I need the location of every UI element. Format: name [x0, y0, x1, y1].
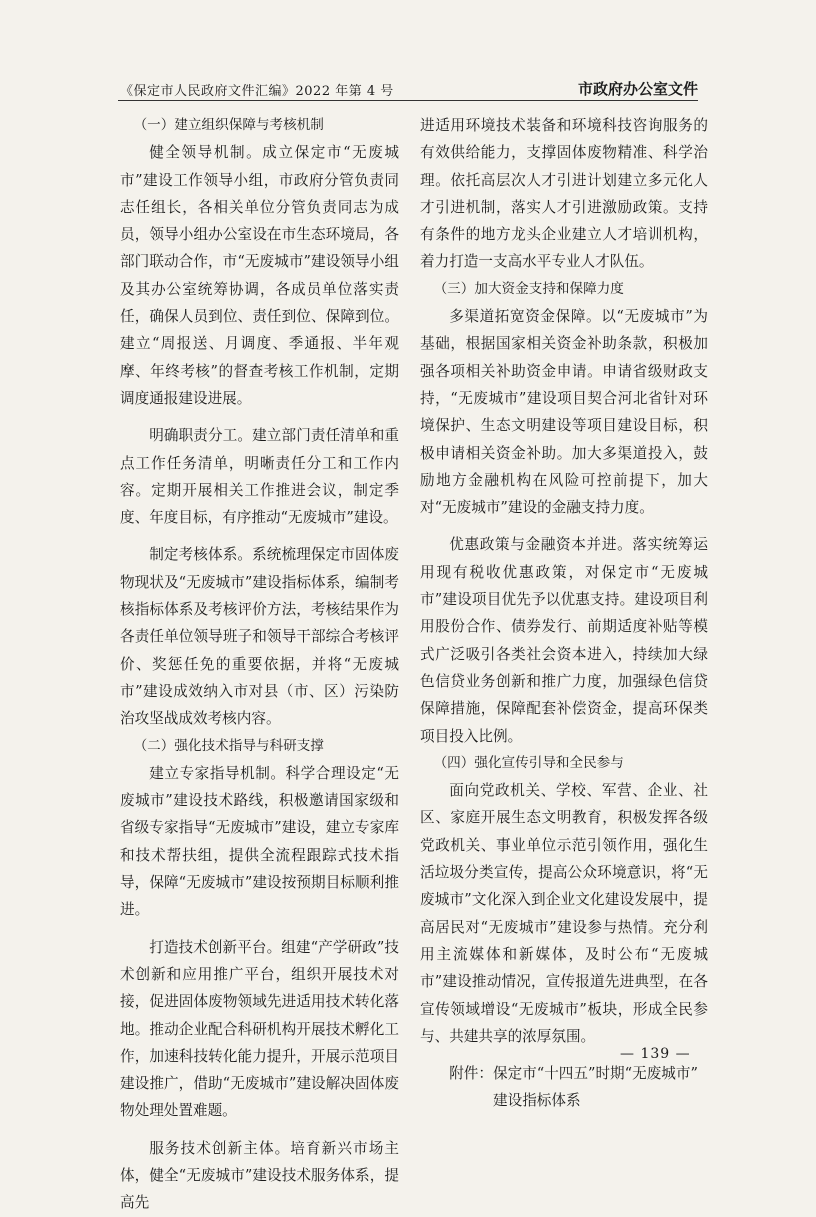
paragraph: 面向党政机关、学校、军营、企业、社区、家庭开展生态文明教育，积极发挥各级党政机关、事业单位示范引领作用，强化生活垃圾分类宣传，提高公众环境意识，将“无废城市”文化深入到企业文化建设发展中，提高居民对“无废城市”建设参与热情。充分利用主流媒体和新媒体，及时公布“无废城市”建设推动情况，宣传报道先进典型，在各宣传领域增设“无废城市”板块，形成全民参与、共建共享的浓厚氛围。 — [420, 782, 708, 1045]
paragraph-continued: 进适用环境技术装备和环境科技咨询服务的有效供给能力，支撑固体废物精准、科学治理。依托高层次人才引进计划建立多元化人才引进机制，落实人才引进激励政策。支持有条件的地方龙头企业建立人才培训机构，着力打造一支高水平专业人才队伍。 — [420, 117, 708, 271]
paragraph: 服务技术创新主体。培育新兴市场主体，健全“无废城市”建设技术服务体系，提高先 — [120, 1139, 399, 1212]
page-number: — 139 — — [620, 1046, 691, 1062]
paragraph: 明确职责分工。建立部门责任清单和重点工作任务清单，明晰责任分工和工作内容。定期开展相关工作推进会议，制定季度、年度目标，有序推动“无废城市”建设。 — [120, 427, 399, 527]
section-heading-4: （四）强化宣传引导和全民参与 — [433, 754, 624, 771]
paragraph: 制定考核体系。系统梳理保定市固体废物现状及“无废城市”建设指标体系，编制考核指标体系及考核评价方法，考核结果作为各责任单位领导班子和领导干部综合考核评价、奖惩任免的重要依据，并将“无废城市”建设成效纳入市对县（市、区）污染防治攻坚战成效考核内容。 — [120, 546, 399, 728]
publication-title: 《保定市人民政府文件汇编》2022 年第 4 号 — [120, 84, 394, 99]
attachment-note: 附件：保定市“十四五”时期“无废城市” — [449, 1065, 698, 1083]
paragraph: 打造技术创新平台。组建“产学研政”技术创新和应用推广平台，组织开展技术对接，促进固体废物领域先进适用技术转化落地。推动企业配合科研机构开展技术孵化工作，加速科技转化能力提升，开展示范项目建设推广，借助“无废城市”建设解决固体废物处理处置难题。 — [120, 938, 399, 1120]
section-heading-2: （二）强化技术指导与科研支撑 — [133, 737, 324, 754]
paragraph: 多渠道拓宽资金保障。以“无废城市”为基础，根据国家相关资金补助条款，积极加强各项相关补助资金申请。申请省级财政支持，“无废城市”建设项目契合河北省针对环境保护、生态文明建设等项目建设目标，积极申请相关资金补助。加大多渠道投入，鼓励地方金融机构在风险可控前提下，加大对“无废城市”建设的金融支持力度。 — [420, 308, 708, 517]
right-column — [420, 112, 708, 1115]
attachment-note-continued: 建设指标体系 — [493, 1092, 581, 1110]
left-column — [120, 112, 399, 1217]
section-heading-3: （三）加大资金支持和保障力度 — [433, 280, 624, 297]
header-divider — [118, 100, 698, 101]
paragraph: 健全领导机制。成立保定市“无废城市”建设工作领导小组，市政府分管负责同志任组长，各相关单位分管负责同志为成员，领导小组办公室设在市生态环境局，各部门联动合作，市“无废城市”建设领导小组及其办公室统筹协调，各成员单位落实责任，确保人员到位、责任到位、保障到位。建立“周报送、月调度、季通报、半年观摩、年终考核”的督查考核工作机制，定期调度通报建设进展。 — [120, 144, 399, 407]
document-category: 市政府办公室文件 — [577, 80, 698, 98]
section-heading-1: （一）建立组织保障与考核机制 — [133, 117, 324, 133]
paragraph: 建立专家指导机制。科学合理设定“无废城市”建设技术路线，积极邀请国家级和省级专家指导“无废城市”建设，建立专家库和技术帮扶组，提供全流程跟踪式技术指导，保障“无废城市”建设按预期目标顺利推进。 — [120, 764, 399, 919]
paragraph: 优惠政策与金融资本并进。落实统筹运用现有税收优惠政策，对保定市“无废城市”建设项目优先予以优惠支持。建设项目利用股份合作、债券发行、前期适度补贴等模式广泛吸引各类社会资本进入，持续加大绿色信贷业务创新和推广力度，加强绿色信贷保障措施，保障配套补偿资金，提高环保类项目投入比例。 — [420, 536, 708, 745]
